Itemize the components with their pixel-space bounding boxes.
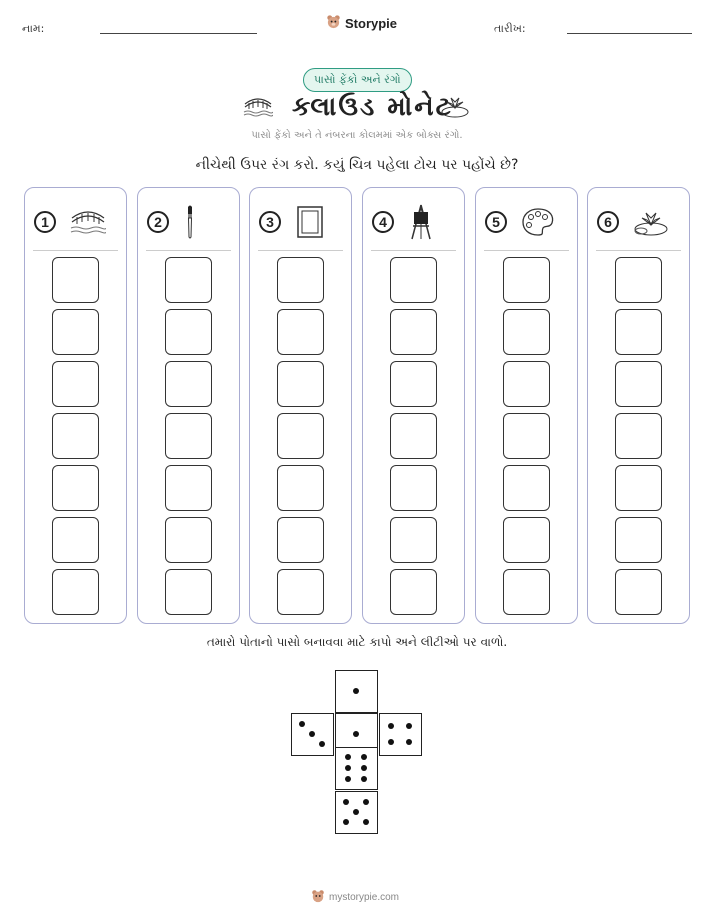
color-box[interactable] <box>277 413 324 459</box>
bear-icon <box>311 889 325 906</box>
column-divider <box>371 250 456 251</box>
color-box[interactable] <box>52 569 99 615</box>
column-number: 3 <box>259 211 281 233</box>
picture-frame-icon <box>295 205 325 239</box>
color-box[interactable] <box>52 465 99 511</box>
palette-icon <box>521 207 555 237</box>
activity-pill: પાસો ફેંકો અને રંગો <box>303 68 412 92</box>
die-pip <box>343 799 349 805</box>
die-pip <box>345 776 351 782</box>
color-box[interactable] <box>503 569 550 615</box>
color-box[interactable] <box>615 361 662 407</box>
name-label: નામ: <box>22 22 45 35</box>
bridge-icon <box>243 95 273 121</box>
color-box[interactable] <box>503 257 550 303</box>
color-box[interactable] <box>503 361 550 407</box>
die-pip <box>363 799 369 805</box>
color-box[interactable] <box>390 465 437 511</box>
column-header <box>34 202 119 242</box>
color-box[interactable] <box>390 517 437 563</box>
color-box[interactable] <box>52 361 99 407</box>
easel-icon <box>408 204 434 240</box>
die-face-4 <box>379 713 422 756</box>
page-title: ક્લાઉડ મોનેટ <box>292 92 453 122</box>
die-pip <box>345 765 351 771</box>
color-box[interactable] <box>615 413 662 459</box>
color-box[interactable] <box>52 309 99 355</box>
color-box[interactable] <box>615 517 662 563</box>
die-pip <box>345 754 351 760</box>
color-box[interactable] <box>615 257 662 303</box>
color-box[interactable] <box>277 517 324 563</box>
color-box[interactable] <box>277 309 324 355</box>
column-6 <box>587 187 690 624</box>
die-face-5 <box>335 791 378 834</box>
color-box[interactable] <box>165 257 212 303</box>
color-box[interactable] <box>503 309 550 355</box>
column-5 <box>475 187 578 624</box>
color-box[interactable] <box>277 465 324 511</box>
column-divider <box>596 250 681 251</box>
die-pip <box>343 819 349 825</box>
water-lily-icon <box>440 93 470 123</box>
die-pip <box>353 688 359 694</box>
footer <box>311 889 399 906</box>
column-3 <box>249 187 352 624</box>
column-header <box>147 202 232 242</box>
color-box[interactable] <box>165 569 212 615</box>
color-box[interactable] <box>503 465 550 511</box>
bridge-icon <box>70 208 106 236</box>
color-box[interactable] <box>390 257 437 303</box>
color-box[interactable] <box>165 361 212 407</box>
die-pip <box>319 741 325 747</box>
column-1 <box>24 187 127 624</box>
die-pip <box>353 731 359 737</box>
die-pip <box>406 739 412 745</box>
color-box[interactable] <box>615 309 662 355</box>
column-divider <box>258 250 343 251</box>
column-number: 6 <box>597 211 619 233</box>
water-lily-icon <box>633 207 669 237</box>
die-pip <box>388 723 394 729</box>
column-4 <box>362 187 465 624</box>
color-box[interactable] <box>277 569 324 615</box>
color-box[interactable] <box>390 361 437 407</box>
color-box[interactable] <box>503 517 550 563</box>
color-box[interactable] <box>277 361 324 407</box>
color-box[interactable] <box>615 569 662 615</box>
color-box[interactable] <box>277 257 324 303</box>
column-header <box>372 202 457 242</box>
date-line[interactable] <box>567 33 692 34</box>
bear-icon <box>326 14 341 32</box>
die-face-3 <box>291 713 334 756</box>
color-box[interactable] <box>165 413 212 459</box>
cut-instruction: તમારો પોતાનો પાસો બનાવવા માટે કાપો અને લીટીઓ પર વાળો. <box>206 635 508 649</box>
question: નીચેથી ઉપર રંગ કરો. કયું ચિત્ર પહેલા ટોચ પર પહોંચે છે? <box>195 157 519 173</box>
column-2 <box>137 187 240 624</box>
color-box[interactable] <box>52 257 99 303</box>
column-header <box>597 202 682 242</box>
color-box[interactable] <box>52 413 99 459</box>
color-box[interactable] <box>165 517 212 563</box>
die-pip <box>309 731 315 737</box>
column-divider <box>146 250 231 251</box>
column-number: 2 <box>147 211 169 233</box>
color-box[interactable] <box>615 465 662 511</box>
column-header <box>259 202 344 242</box>
die-pip <box>363 819 369 825</box>
color-box[interactable] <box>52 517 99 563</box>
column-number: 4 <box>372 211 394 233</box>
die-pip <box>406 723 412 729</box>
date-label: તારીખ: <box>494 22 526 35</box>
die-face-1 <box>335 670 378 713</box>
column-number: 1 <box>34 211 56 233</box>
subtitle: પાસો ફેંકો અને તે નંબરના કોલમમાં એક બોક્સ રંગો. <box>251 130 463 141</box>
die-pip <box>361 776 367 782</box>
die-pip <box>299 721 305 727</box>
color-box[interactable] <box>390 413 437 459</box>
brand-logo <box>326 14 397 32</box>
color-box[interactable] <box>390 309 437 355</box>
die-pip <box>353 809 359 815</box>
paintbrush-icon <box>183 205 197 239</box>
die-pip <box>388 739 394 745</box>
color-box[interactable] <box>390 569 437 615</box>
brand-name: Storypie <box>345 15 398 31</box>
column-divider <box>33 250 118 251</box>
column-divider <box>484 250 569 251</box>
column-number: 5 <box>485 211 507 233</box>
color-box[interactable] <box>165 465 212 511</box>
footer-url[interactable]: mystorypie.com <box>329 892 400 903</box>
die-pip <box>361 765 367 771</box>
column-header <box>485 202 570 242</box>
die-face-6 <box>335 747 378 790</box>
die-pip <box>361 754 367 760</box>
color-box[interactable] <box>503 413 550 459</box>
name-line[interactable] <box>100 33 257 34</box>
color-box[interactable] <box>165 309 212 355</box>
